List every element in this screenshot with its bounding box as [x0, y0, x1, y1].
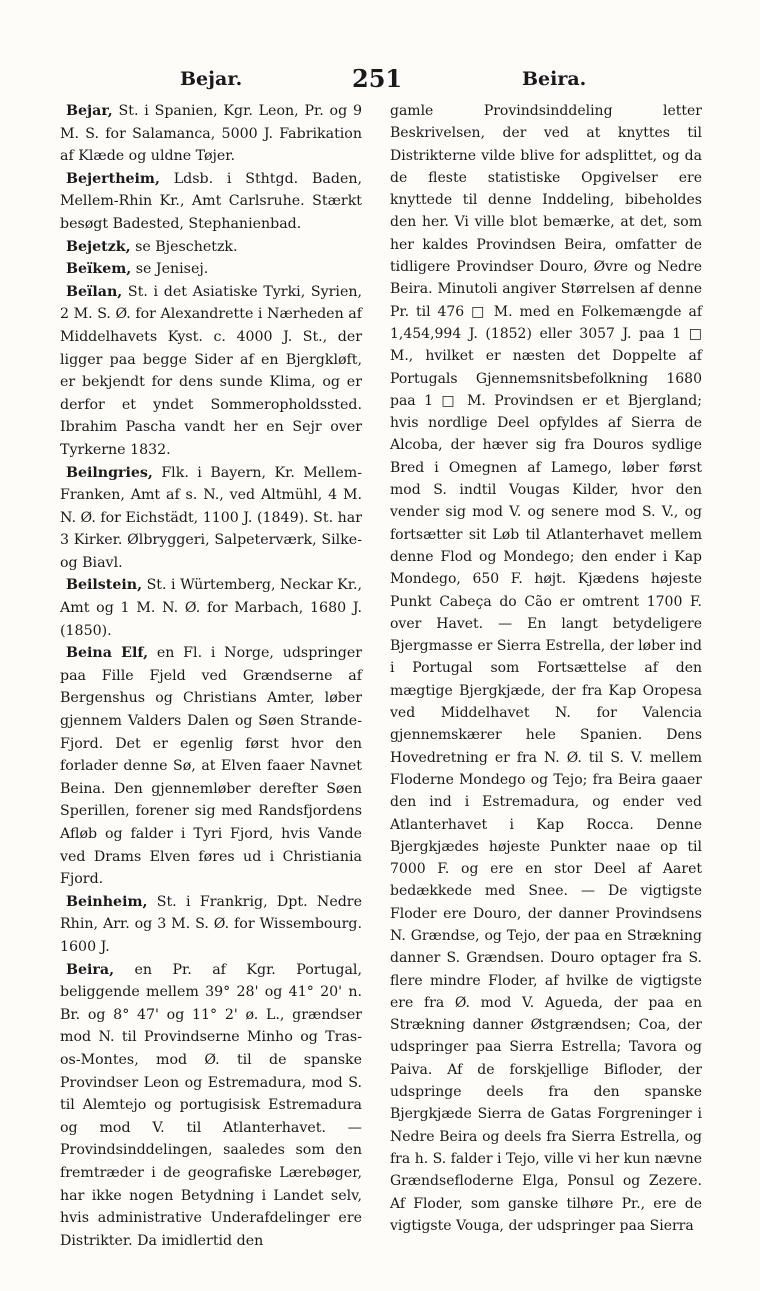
entry-text: Flk. i Bayern, Kr. Mellem-Franken, Amt af s. N., ved Altmühl, 4 M. N. Ø. for Eichstädt, 1100 J. (1849). St. har 3 Kirker. Ølbryggeri, Salpeterværk, Silke- og Biavl. [60, 464, 362, 571]
entry-text: en Fl. i Norge, udspringer paa Fille Fjeld ved Grændserne af Bergenshus og Christians Amter, løber gjennem Valders Dalen og Søen Strande-Fjord. Det er egenlig først hvor den forlader denne Sø, at Elven faaer Navnet Beina. Den gjennemløber derefter Søen Sperillen, forener sig med Randsfjordens Afløb og falder i Tyri Fjord, hvis Vande ved Drams Elven føres ud i Christiania Fjord. [60, 645, 362, 888]
entry-text: Ldsb. i Sthtgd. Baden, Mellem-Rhin Kr., Amt Carlsruhe. Stærkt besøgt Badested, Stephanienbad. [60, 170, 362, 232]
headword: Beilngries, [66, 464, 153, 481]
entry-beilstein [60, 574, 362, 642]
entry-text: St. i Spanien, Kgr. Leon, Pr. og 9 M. S. for Salamanca, 5000 J. Fabrikation af Klæde og uldne Tøjer. [60, 103, 362, 165]
headword: Beïkem, [66, 261, 132, 278]
headword: Bejar, [66, 103, 113, 119]
left-column [60, 100, 362, 1252]
entry-text: St. i Würtemberg, Neckar Kr., Amt og 1 M. N. Ø. for Marbach, 1680 J. (1850). [60, 577, 362, 639]
entry-beikem [60, 258, 362, 281]
entry-text: St. i det Asiatiske Tyrki, Syrien, 2 M. S. Ø. for Alexandrette i Nærheden af Middelhavets Kyst. c. 4000 J. St., der ligger paa begge Sider af en Bjergkløft, er bekjendt for dens sunde Klima, og er derfor et yndet Sommeropholdssted. Ibrahim Pascha vandt her en Sejr over Tyrkerne 1832. [60, 283, 362, 458]
entry-text: se Bjeschetzk. [130, 238, 238, 255]
headword: Beïlan, [66, 283, 123, 300]
entry-beilngries [60, 462, 362, 575]
headword: Beina Elf, [66, 645, 149, 662]
headword: Beira, [66, 961, 115, 978]
right-column [390, 100, 702, 1237]
entry-text: St. i Frankrig, Dpt. Nedre Rhin, Arr. og 3 M. S. Ø. for Wissembourg. 1600 J. [60, 893, 362, 955]
entry-beina-elf [60, 642, 362, 891]
entry-bejertheim [60, 168, 362, 236]
page-number: 251 [352, 64, 403, 93]
headword: Bejertheim, [66, 170, 160, 187]
header-left-catchword: Bejar. [180, 68, 243, 90]
entry-bejetzk [60, 236, 362, 259]
headword: Beinheim, [66, 893, 148, 910]
page-header [60, 60, 700, 100]
entry-text: en Pr. af Kgr. Portugal, beliggende mellem 39° 28' og 41° 20' n. Br. og 8° 47' og 11° 2' ø. L., grændser mod N. til Provindserne Minho og Tras-os-Montes, mod Ø. til de spanske Provindser Leon og Estremadura, mod S. til Alemtejo og portugisisk Estremadura og mod V. til Atlanterhavet. — Provindsinddelingen, saaledes som den fremtræder i de geografiske Lærebøger, har ikke nogen Betydning i Landet selv, hvis administrative Underafdelinger ere Distrikter. Da imidlertid den [60, 961, 362, 1249]
entry-bejar [60, 100, 362, 168]
entry-beilan [60, 281, 362, 462]
header-right-catchword: Beira. [522, 68, 587, 90]
entry-beinheim [60, 891, 362, 959]
headword: Bejetzk, [66, 238, 131, 255]
entry-text: se Jenisej. [131, 261, 209, 278]
entry-beira-continued: gamle Provindsinddeling letter Beskrivelsen, der ved at knyttes til Distrikterne vilde blive for adsplittet, og da de fleste statistiske Opgivelser ere knyttede til denne Inddeling, bibeholdes den her. Vi ville blot bemærke, at det, som her kaldes Provindsen Beira, omfatter de tidligere Provindser Douro, Øvre og Nedre Beira. Minutoli angiver Størrelsen af denne Pr. til 476 □ M. med en Folkemængde af 1,454,994 J. (1852) eller 3057 J. paa 1 □ M., hvilket er næsten det Doppelte af Portugals Gjennemsnitsbefolkning 1680 paa 1 □ M. Provindsen er et Bjergland; hvis nordlige Deel opfyldes af Sierra de Alcoba, der hæver sig fra Douros sydlige Bred i Omegnen af Lamego, løber først mod S. indtil Vougas Kilder, hvor den vender sig mod V. og senere mod S. V., og fortsætter sit Løb til Atlanterhavet mellem denne Flod og Mondego; den ender i Kap Mondego, 650 F. højt. Kjædens højeste Punkt Cabeça do Cão er omtrent 1700 F. over Havet. — En langt betydeligere Bjergmasse er Sierra Estrella, der løber ind i Portugal som Fortsættelse af den mægtige Bjergkjæde, der fra Kap Oropesa ved Middelhavet N. for Valencia gjennemskærer hele Spanien. Dens Hovedretning er fra N. Ø. til S. V. mellem Floderne Mondego og Tejo; fra Beira gaaer den ind i Estremadura, og ender ved Atlanterhavet i Kap Rocca. Denne Bjergkjædes højeste Punkter naae op til 7000 F. og ere en stor Deel af Aaret bedækkede med Snee. — De vigtigste Floder ere Douro, der danner Provindsens N. Grændse, og Tejo, der paa en Strækning danner S. Grændsen. Douro optager fra S. flere mindre Floder, af hvilke de vigtigste ere fra Ø. mod V. Agueda, der paa en Strækning danner Østgrændsen; Coa, der udspringer paa Sierra Estrella; Tavora og Paiva. Af de forskjellige Bifloder, der udspringe deels fra den spanske Bjergkjæde Sierra de Gatas Forgreninger i Nedre Beira og deels fra Sierra Estrella, og fra h. S. falder i Tejo, ville vi her kun nævne Grændsefloderne Elga, Ponsul og Zezere. Af Floder, som ganske tilhøre Pr., ere de vigtigste Vouga, der udspringer paa Sierra [390, 103, 702, 1234]
headword: Beilstein, [66, 577, 143, 594]
entry-beira [60, 959, 362, 1253]
